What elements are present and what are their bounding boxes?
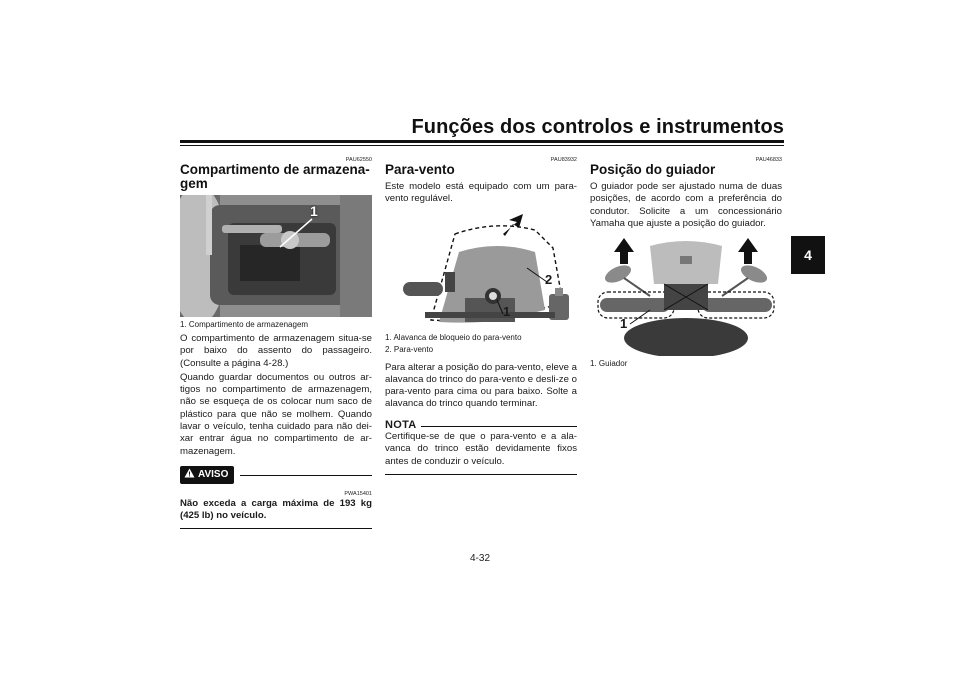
header-rule-thin xyxy=(180,145,784,146)
column-windshield xyxy=(385,150,577,475)
storage-compartment-photo xyxy=(180,195,372,317)
figure-caption: 2. Para-vento xyxy=(385,344,434,354)
warning-text: Não exceda a carga máxima de 193 kg (425 lb) no veículo. xyxy=(180,498,372,522)
warning-label: AVISO xyxy=(198,468,229,480)
note-text: Certifique-se de que o para-vento e a ala-vanca do trinco estão devidamente fixos antes de conduzir o veículo. xyxy=(385,431,577,467)
note-header xyxy=(385,419,577,431)
figure-caption: 1. Alavanca de bloqueio do para-vento xyxy=(385,332,522,342)
paragraph: Este modelo está equipado com um para-vento regulável. xyxy=(385,181,577,205)
section-heading-windshield: Para-vento xyxy=(385,162,455,177)
paragraph: O compartimento de armazenagem situa-se por baixo do assento do passageiro. (Consulte a página 4-28.) xyxy=(180,333,372,369)
header-rule-thick xyxy=(180,140,784,143)
page-header-title: Funções dos controlos e instrumentos xyxy=(411,116,784,138)
paragraph: O guiador pode ser ajustado numa de duas posições, de acordo com a preferência do condutor. Solicite a um concessionário Yamaha que ajuste a posição do guiador. xyxy=(590,181,782,229)
note-label: NOTA xyxy=(385,418,417,431)
callout-2: 2 xyxy=(545,271,553,287)
warning-rule xyxy=(240,475,372,476)
page-number: 4-32 xyxy=(469,553,490,564)
warning-code: PWA15401 xyxy=(344,491,372,498)
column-storage xyxy=(180,150,372,529)
note-rule xyxy=(421,426,577,427)
callout-1: 1 xyxy=(310,203,318,219)
paragraph: Quando guardar documentos ou outros ar-tigos no compartimento de armazenagem, não se esqueça de os colocar num saco de plástico para que não se molhem. Quando lavar o veículo, tenha cuidado para não dei-xar entrar água no compartimento de ar-mazenagem. xyxy=(180,371,372,457)
figure-caption: 1. Compartimento de armazenagem xyxy=(180,320,309,329)
section-end-rule xyxy=(180,528,372,529)
section-code: PAU46833 xyxy=(755,157,782,163)
handlebar-illustration xyxy=(590,234,782,356)
chapter-tab[interactable]: 4 xyxy=(791,236,825,274)
callout-1: 1 xyxy=(620,316,628,332)
warning-triangle-icon xyxy=(184,468,195,482)
section-code: PAU83932 xyxy=(550,157,577,163)
column-handlebar xyxy=(590,150,782,372)
paragraph: Para alterar a posição do para-vento, eleve a alavanca do trinco do para-vento e desli-ze o para-vento para cima ou para baixo. Solte a alavanca do trinco quando terminar. xyxy=(385,361,577,410)
figure-caption: 1. Guiador xyxy=(590,359,628,369)
section-heading-handlebar: Posição do guiador xyxy=(590,162,716,177)
windshield-illustration xyxy=(385,212,577,330)
warning-header xyxy=(180,466,372,484)
section-code: PAU62550 xyxy=(345,157,372,163)
callout-1: 1 xyxy=(503,303,511,319)
section-heading-storage: Compartimento de armazena-gem xyxy=(180,162,370,191)
section-end-rule xyxy=(385,474,577,475)
warning-badge xyxy=(180,466,234,484)
